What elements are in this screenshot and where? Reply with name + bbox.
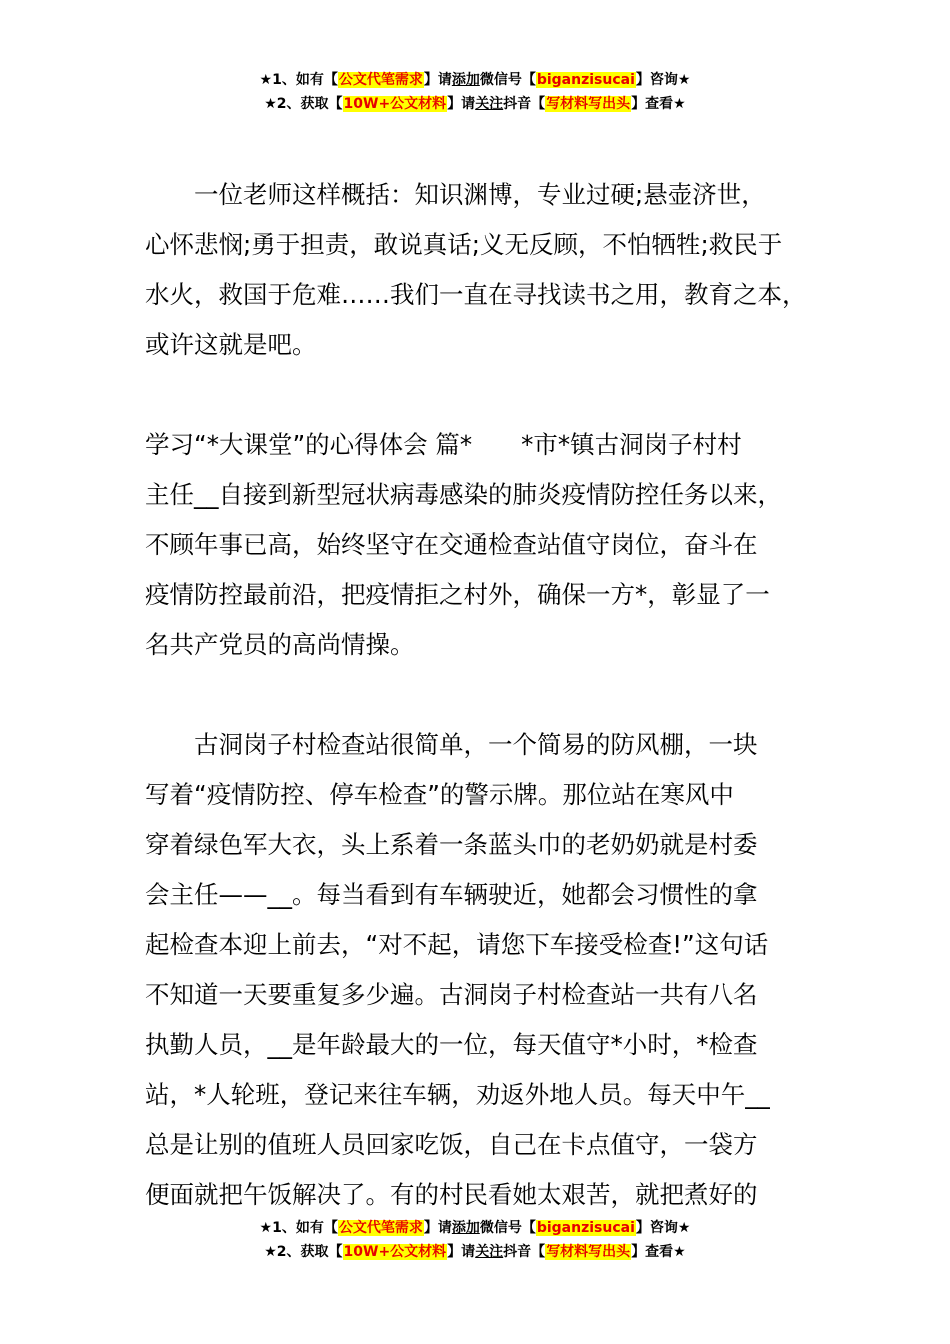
banner-text: 】请 [447, 96, 476, 112]
banner-text: 】咨询★ [635, 1220, 691, 1236]
banner-text: ★1、如有【 [259, 72, 338, 88]
banner-highlight: 10W+公文材料 [343, 96, 447, 112]
banner-text: 】查看★ [631, 1244, 686, 1260]
banner-text: 抖音【 [503, 1244, 546, 1260]
text-line: 名共产党员的高尚情操。 [145, 630, 415, 659]
text-line: 起检查本迎上前去，“对不起，请您下车接受检查!”这句话 [145, 930, 769, 959]
text-line: 或许这就是吧。 [145, 330, 317, 359]
text-line: 执勤人员，__是年龄最大的一位，每天值守*小时，*检查 [145, 1030, 758, 1059]
banner-text: ★2、获取【 [264, 1244, 343, 1260]
banner-text: ★2、获取【 [264, 96, 343, 112]
banner-text: 】请 [423, 72, 452, 88]
text-line: 站，*人轮班，登记来往车辆，劝返外地人员。每天中午__ [145, 1080, 770, 1109]
text-line: 便面就把午饭解决了。有的村民看她太艰苦，就把煮好的 [145, 1180, 758, 1209]
banner-highlight: 公文代笔需求 [338, 1220, 423, 1236]
banner-underlined: 添加 [451, 1220, 480, 1236]
banner-text: 】请 [447, 1244, 476, 1260]
banner-highlight: biganzisucai [536, 1220, 635, 1236]
text-line: 古洞岗子村检查站很简单，一个简易的防风棚，一块 [145, 730, 758, 759]
document-body [145, 170, 835, 1220]
banner-highlight: 10W+公文材料 [343, 1244, 447, 1260]
banner-line-1 [0, 1216, 950, 1240]
text-line: 水火，救国于危难……我们一直在寻找读书之用，教育之本， [145, 280, 807, 309]
banner-underlined: 关注 [475, 1244, 504, 1260]
footer-banner [0, 1216, 950, 1264]
banner-line-1 [0, 68, 950, 92]
banner-highlight: 写材料写出头 [546, 1244, 631, 1260]
text-line: 一位老师这样概括：知识渊博，专业过硬;悬壶济世， [145, 180, 766, 209]
banner-highlight: biganzisucai [536, 72, 635, 88]
paragraph-gap [145, 670, 835, 720]
text-line: 学习“*大课堂”的心得体会 篇* *市*镇古洞岗子村村 [145, 430, 742, 459]
text-line: 心怀悲悯;勇于担责，敢说真话;义无反顾，不怕牺牲;救民于 [145, 230, 783, 259]
banner-underlined: 添加 [451, 72, 480, 88]
banner-text: ★1、如有【 [259, 1220, 338, 1236]
text-line: 疫情防控最前沿，把疫情拒之村外，确保一方*，彰显了一 [145, 580, 770, 609]
text-line: 总是让别的值班人员回家吃饭，自己在卡点值守，一袋方 [145, 1130, 758, 1159]
banner-text: 】请 [423, 1220, 452, 1236]
paragraph-2 [145, 420, 835, 670]
paragraph-3 [145, 720, 835, 1220]
banner-text: 微信号【 [479, 72, 536, 88]
text-line: 穿着绿色军大衣，头上系着一条蓝头巾的老奶奶就是村委 [145, 830, 758, 859]
text-line: 写着“疫情防控、停车检查”的警示牌。那位站在寒风中 [145, 780, 734, 809]
paragraph-gap [145, 370, 835, 420]
banner-text: 】查看★ [631, 96, 686, 112]
text-line: 不知道一天要重复多少遍。古洞岗子村检查站一共有八名 [145, 980, 758, 1009]
text-line: 主任__自接到新型冠状病毒感染的肺炎疫情防控任务以来， [145, 480, 782, 509]
banner-line-2 [0, 1240, 950, 1264]
text-line: 会主任——__。每当看到有车辆驶近，她都会习惯性的拿 [145, 880, 758, 909]
banner-line-2 [0, 92, 950, 116]
paragraph-1 [145, 170, 835, 370]
banner-text: 微信号【 [479, 1220, 536, 1236]
banner-highlight: 公文代笔需求 [338, 72, 423, 88]
banner-underlined: 关注 [475, 96, 504, 112]
header-banner [0, 68, 950, 116]
text-line: 不顾年事已高，始终坚守在交通检查站值守岗位，奋斗在 [145, 530, 758, 559]
banner-highlight: 写材料写出头 [546, 96, 631, 112]
banner-text: 】咨询★ [635, 72, 691, 88]
banner-text: 抖音【 [503, 96, 546, 112]
